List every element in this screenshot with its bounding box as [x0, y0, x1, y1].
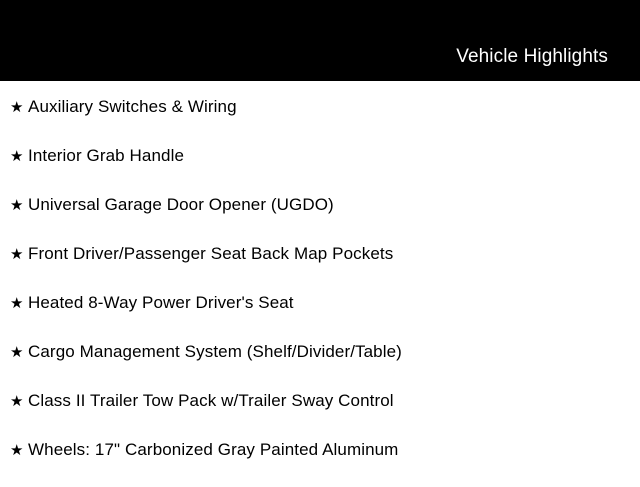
star-bullet-icon: ★: [10, 197, 24, 214]
star-bullet-icon: ★: [10, 393, 24, 410]
list-item-label: Front Driver/Passenger Seat Back Map Pockets: [28, 244, 394, 263]
list-item: [0, 291, 640, 340]
list-item: [0, 193, 640, 242]
star-bullet-icon: ★: [10, 246, 24, 263]
list-item-label: Universal Garage Door Opener (UGDO): [28, 195, 334, 214]
star-bullet-icon: ★: [10, 99, 24, 116]
star-bullet-icon: ★: [10, 344, 24, 361]
list-item-label: Class II Trailer Tow Pack w/Trailer Sway Control: [28, 391, 394, 410]
list-item-label: Heated 8-Way Power Driver's Seat: [28, 293, 294, 312]
list-item: [0, 242, 640, 291]
list-item: [0, 95, 640, 144]
star-bullet-icon: ★: [10, 295, 24, 312]
list-item: [0, 144, 640, 193]
list-item-label: Wheels: 17" Carbonized Gray Painted Aluminum: [28, 440, 399, 459]
list-item-label: Interior Grab Handle: [28, 146, 185, 165]
header-bar: [0, 0, 640, 81]
list-item-label: Auxiliary Switches & Wiring: [28, 97, 237, 116]
list-item: [0, 389, 640, 438]
list-item: [0, 340, 640, 389]
vehicle-highlights-list: [0, 81, 640, 487]
list-item-label: Cargo Management System (Shelf/Divider/Table): [28, 342, 402, 361]
star-bullet-icon: ★: [10, 442, 24, 459]
page-title: Vehicle Highlights: [456, 46, 608, 67]
star-bullet-icon: ★: [10, 148, 24, 165]
